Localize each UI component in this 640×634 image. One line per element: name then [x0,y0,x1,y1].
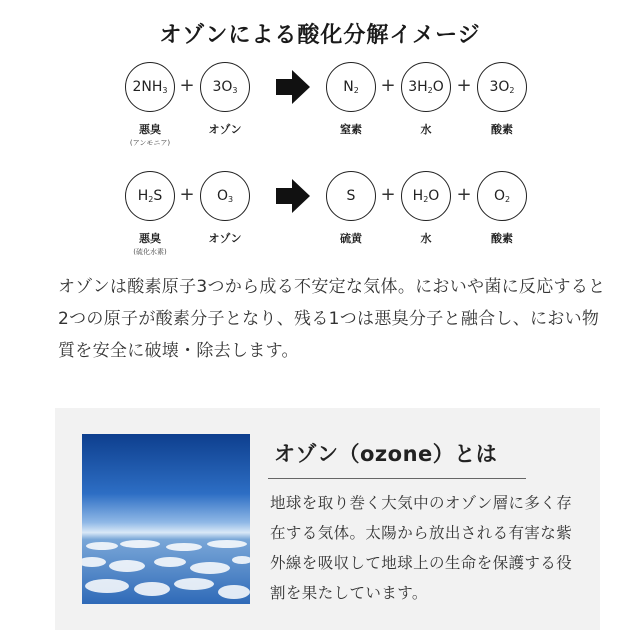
formula-main: O [493,188,505,204]
formula-sub: 3 [232,85,238,95]
plus-sign: + [456,75,472,96]
formula-tail: O [432,79,444,95]
formula-main: 3O [489,79,510,95]
molecule-water [401,171,451,221]
reaction-hydrogen-sulfide [0,171,640,271]
formula-tail: S [153,188,163,204]
plus-sign: + [179,75,195,96]
formula-sub: 2 [148,194,154,204]
molecule-label: 硫黄 [340,232,362,245]
formula-main: H [137,188,149,204]
molecule-label: 酸素 [491,123,513,136]
formula-sub: 2 [353,85,359,95]
molecule-ozone [200,171,250,221]
molecule-water [401,62,451,112]
molecule-sublabel: (アンモニア) [129,139,171,147]
right-arrow-icon [276,70,310,104]
molecule-oxygen [477,62,527,112]
molecule-oxygen [477,171,527,221]
formula-main: H [412,188,424,204]
formula-main: 3H [408,79,428,95]
formula-sub: 3 [162,85,168,95]
formula-sub: 3 [227,194,234,204]
formula-sub: 2 [509,85,515,95]
molecule-label: 悪臭 [139,232,161,245]
formula-sub: 2 [427,85,433,95]
formula-main: S [346,188,356,204]
earth-atmosphere-image [82,434,250,604]
formula-main: 3O [212,79,233,95]
molecule-label: 水 [420,123,432,136]
ozone-description: オゾンは酸素原子3つから成る不安定な気体。においや菌に反応すると2つの原子が酸素分子となり、残る1つは悪臭分子と融合し、におい物質を安全に破壊・除去します。 [58,277,606,361]
molecule-label: 酸素 [491,232,513,245]
molecule-label: 水 [420,232,432,245]
formula-sub: 2 [423,194,429,204]
formula-main: N [343,79,354,95]
plus-sign: + [380,75,396,96]
molecule-label: 悪臭 [139,123,161,136]
molecule-ammonia [125,62,175,112]
molecule-label: 窒素 [340,123,362,136]
plus-sign: + [380,184,396,205]
molecule-nitrogen [326,62,376,112]
ozone-card-title: オゾン（ozone）とは [274,442,498,466]
molecule-ozone [200,62,250,112]
formula-main: 2NH [132,79,163,95]
molecule-hydrogen-sulfide [125,171,175,221]
right-arrow-icon [276,179,310,213]
molecule-label: オゾン [208,232,242,245]
reaction-ammonia [0,62,640,162]
molecule-label: オゾン [208,123,242,136]
formula-main: O [216,188,228,204]
molecule-sublabel: (硫化水素) [133,248,167,256]
molecule-sulfur [326,171,376,221]
plus-sign: + [179,184,195,205]
formula-tail: O [428,188,440,204]
plus-sign: + [456,184,472,205]
formula-sub: 2 [504,194,511,204]
ozone-card-body: 地球を取り巻く大気中のオゾン層に多く存在する気体。太陽から放出される有害な紫外線を吸収して地球上の生命を保護する役割を果たしています。 [270,494,573,602]
divider [268,478,526,479]
page-title: オゾンによる酸化分解イメージ [159,23,481,48]
